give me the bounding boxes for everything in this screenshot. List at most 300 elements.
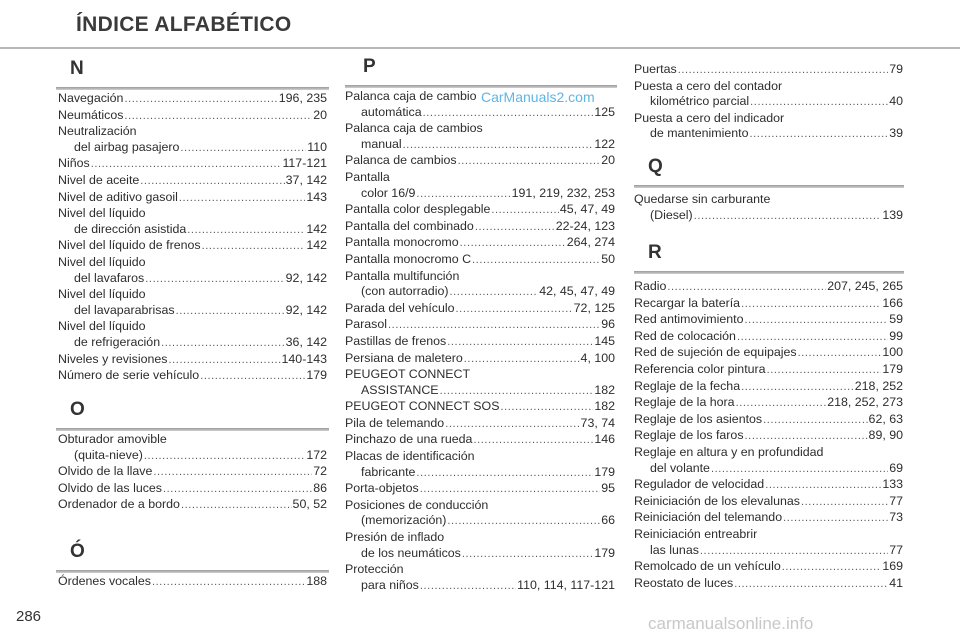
index-entry xyxy=(58,173,327,190)
index-entry-page: 92, 142 xyxy=(285,270,327,285)
index-entry-line xyxy=(58,432,327,448)
dot-leader xyxy=(144,449,305,465)
index-entry-page: 4, 100 xyxy=(580,350,615,365)
index-entry xyxy=(634,79,903,111)
index-entry-line xyxy=(634,461,903,478)
index-entry-line xyxy=(58,368,327,385)
index-entry-term: Niveles y revisiones xyxy=(58,351,168,366)
index-entry-page: 77 xyxy=(889,542,903,557)
index-entry-line xyxy=(345,498,615,514)
index-entry-line xyxy=(634,395,903,412)
section-list-o xyxy=(58,432,327,514)
index-entry-page: 264, 274 xyxy=(566,235,615,250)
index-entry-page: 179 xyxy=(882,361,903,376)
index-entry-page: 73, 74 xyxy=(580,415,615,430)
index-entry-term: (Diesel) xyxy=(650,207,693,222)
index-entry-term: del lavaparabrisas xyxy=(74,302,175,317)
index-entry-page: 191, 219, 232, 253 xyxy=(511,185,615,200)
index-entry-page: 125 xyxy=(594,104,615,119)
section-header-p xyxy=(345,58,617,88)
page-title: ÍNDICE ALFABÉTICO xyxy=(76,13,292,36)
dot-leader xyxy=(456,302,573,318)
dot-leader xyxy=(163,482,312,498)
index-entry-term: de dirección asistida xyxy=(74,221,187,236)
index-entry-line xyxy=(58,497,327,514)
index-entry-term: Pantalla del combinado xyxy=(345,218,474,233)
section-rule xyxy=(56,87,329,90)
dot-leader xyxy=(736,396,827,412)
index-entry-term: Recargar la batería xyxy=(634,295,741,310)
index-entry-term: Reostato de luces xyxy=(634,575,734,590)
index-entry xyxy=(634,445,903,477)
dot-leader xyxy=(458,154,601,170)
index-entry-term: Palanca caja de cambios xyxy=(345,121,483,136)
index-entry xyxy=(58,206,327,238)
index-entry-term: PEUGEOT CONNECT SOS xyxy=(345,399,500,414)
index-entry-page: 39 xyxy=(889,126,903,141)
dot-leader xyxy=(734,577,888,593)
index-entry-term: de mantenimiento xyxy=(650,126,749,141)
index-entry-term: Parasol xyxy=(345,317,388,332)
dot-leader xyxy=(91,157,282,173)
section-list-r xyxy=(634,279,903,592)
index-entry-term: del lavafaros xyxy=(74,270,145,285)
index-entry-page: 40 xyxy=(889,94,903,109)
index-entry-term: (con autorradio) xyxy=(361,284,449,299)
index-entry-term: Presión de inflado xyxy=(345,530,445,545)
index-entry-line xyxy=(634,510,903,527)
index-entry xyxy=(345,530,615,562)
index-entry-line xyxy=(58,271,327,288)
index-entry xyxy=(58,255,327,287)
index-entry-term: Reiniciación de los elevalunas xyxy=(634,493,800,508)
index-entry-line xyxy=(634,379,903,396)
index-entry-term: Neutralización xyxy=(58,124,137,139)
index-entry-term: Órdenes vocales xyxy=(58,574,151,588)
index-entry-term: Protección xyxy=(345,562,404,577)
index-entry xyxy=(634,559,903,576)
index-entry-term: Puesta a cero del indicador xyxy=(634,110,785,125)
index-entry-page: 73 xyxy=(889,510,903,525)
index-entry-term: Obturador amovible xyxy=(58,432,167,446)
index-entry-term: Nivel del líquido xyxy=(58,254,146,269)
index-entry-line xyxy=(345,530,615,546)
index-entry-page: 218, 252, 273 xyxy=(827,395,903,410)
header-bar xyxy=(0,0,960,47)
index-entry-page: 133 xyxy=(882,477,903,492)
dot-leader xyxy=(420,482,601,498)
section-list-q xyxy=(634,192,903,224)
index-entry-line xyxy=(634,94,903,111)
dot-leader xyxy=(388,318,600,334)
index-entry-line xyxy=(345,578,615,595)
index-entry-line xyxy=(58,173,327,190)
index-entry-term: Nivel del líquido xyxy=(58,319,146,334)
index-entry-term: Reiniciación entreabrir xyxy=(634,526,758,541)
index-entry-line xyxy=(58,108,327,125)
index-entry-page: 172 xyxy=(306,447,327,462)
index-entry-page: 42, 45, 47, 49 xyxy=(539,284,615,299)
index-entry-term: Reglaje de la hora xyxy=(634,395,735,410)
index-entry-term: Pastillas de frenos xyxy=(345,333,447,348)
dot-leader xyxy=(179,191,305,207)
index-entry-line xyxy=(58,156,327,173)
index-entry-line xyxy=(345,449,615,465)
dot-leader xyxy=(711,462,888,478)
section-rule xyxy=(345,85,617,88)
index-entry-term: Reglaje de los faros xyxy=(634,428,744,443)
index-entry-page: 72, 125 xyxy=(573,300,615,315)
index-entry-term: PEUGEOT CONNECT xyxy=(345,367,471,382)
index-entry xyxy=(634,296,903,313)
index-entry-term: Red de sujeción de equipajes xyxy=(634,345,797,360)
dot-leader xyxy=(181,498,292,514)
section-header-r xyxy=(634,244,904,274)
index-entry-page: 79 xyxy=(889,62,903,76)
index-entry-term: Radio xyxy=(634,279,667,293)
page-number: 286 xyxy=(16,608,42,625)
index-entry-line xyxy=(634,543,903,560)
dot-leader xyxy=(763,413,867,429)
index-entry-line xyxy=(58,335,327,352)
index-entry xyxy=(58,124,327,156)
index-entry-page: 92, 142 xyxy=(285,302,327,317)
index-entry-page: 41 xyxy=(889,575,903,590)
index-entry xyxy=(345,153,615,170)
index-entry xyxy=(345,367,615,399)
section-letter: Q xyxy=(648,156,663,177)
index-entry-line xyxy=(345,432,615,449)
index-entry-line xyxy=(345,301,615,318)
section-letter: Ó xyxy=(70,541,85,562)
index-entry-term: Pinchazo de una rueda xyxy=(345,432,473,447)
index-entry xyxy=(634,329,903,346)
index-entry xyxy=(634,576,903,593)
index-entry-line xyxy=(58,319,327,335)
section-letter: R xyxy=(648,242,662,263)
index-entry-term: fabricante xyxy=(361,464,416,479)
index-entry xyxy=(58,464,327,481)
dot-leader xyxy=(667,280,826,296)
index-entry-line xyxy=(345,367,615,383)
index-entry-page: 146 xyxy=(594,432,615,447)
dot-leader xyxy=(783,511,888,527)
index-entry-page: 179 xyxy=(594,464,615,479)
index-entry xyxy=(58,190,327,207)
index-entry-page: 45, 47, 49 xyxy=(559,202,615,217)
index-entry xyxy=(634,527,903,559)
index-entry-line xyxy=(58,574,327,591)
index-entry-term: Pantalla multifunción xyxy=(345,268,460,283)
index-entry-page: 110 xyxy=(307,139,327,154)
index-entry-page: 20 xyxy=(313,107,327,122)
dot-leader xyxy=(200,369,305,385)
index-entry-term: (memorización) xyxy=(361,513,447,528)
dot-leader xyxy=(447,335,593,351)
index-entry-page: 142 xyxy=(306,238,327,253)
index-entry xyxy=(345,498,615,530)
dot-leader xyxy=(765,478,881,494)
index-entry-term: Nivel del líquido xyxy=(58,206,146,221)
index-entry-line xyxy=(345,202,615,219)
index-entry-page: 142 xyxy=(306,221,327,236)
index-entry-page: 143 xyxy=(306,189,327,204)
dot-leader xyxy=(187,223,305,239)
dot-leader xyxy=(145,272,284,288)
index-entry xyxy=(634,379,903,396)
index-entry xyxy=(58,574,327,591)
index-entry-line xyxy=(634,79,903,95)
dot-leader xyxy=(464,352,580,368)
dot-leader xyxy=(416,466,593,482)
dot-leader xyxy=(124,109,312,125)
index-entry-term: Remolcado de un vehículo xyxy=(634,559,781,574)
dot-leader xyxy=(500,400,593,416)
index-entry-page: 99 xyxy=(889,328,903,343)
index-entry-line xyxy=(345,105,615,122)
index-entry xyxy=(634,477,903,494)
index-entry xyxy=(345,235,615,252)
dot-leader xyxy=(169,353,281,369)
section-letter: N xyxy=(70,58,84,79)
index-entry-line xyxy=(634,329,903,346)
index-entry-page: 182 xyxy=(594,382,615,397)
index-entry-term: Regulador de velocidad xyxy=(634,477,765,492)
index-entry-line xyxy=(634,445,903,461)
index-entry xyxy=(634,428,903,445)
section-header-o-acute xyxy=(56,543,329,573)
index-entry-term: Reiniciación del telemando xyxy=(634,510,783,525)
index-entry-page: 196, 235 xyxy=(278,91,327,105)
dot-leader xyxy=(423,106,594,122)
index-entry xyxy=(345,301,615,318)
index-entry xyxy=(345,432,615,449)
index-entry-term: del airbag pasajero xyxy=(74,139,180,154)
index-entry-page: 50, 52 xyxy=(292,497,327,512)
index-entry xyxy=(634,312,903,329)
index-entry xyxy=(58,238,327,255)
dot-leader xyxy=(745,313,889,329)
index-entry-line xyxy=(634,559,903,576)
index-entry xyxy=(345,481,615,498)
index-entry xyxy=(345,416,615,433)
index-entry xyxy=(634,362,903,379)
index-entry-term: Puesta a cero del contador xyxy=(634,78,783,93)
index-entry xyxy=(58,352,327,369)
index-entry xyxy=(345,334,615,351)
index-entry-term: ASSISTANCE xyxy=(361,382,439,397)
index-entry-line xyxy=(634,62,903,79)
index-entry-page: 22-24, 123 xyxy=(555,218,615,233)
index-entry-term: Navegación xyxy=(58,91,124,105)
index-entry-line xyxy=(634,576,903,593)
index-entry-term: de refrigeración xyxy=(74,334,161,349)
dot-leader xyxy=(449,285,538,301)
index-entry-term: Ordenador de a bordo xyxy=(58,497,180,512)
index-entry-page: 122 xyxy=(594,136,615,151)
index-entry-line xyxy=(634,126,903,143)
dot-leader xyxy=(473,433,593,449)
index-entry-page: 37, 142 xyxy=(285,172,327,187)
dot-leader xyxy=(416,187,510,203)
watermark-top: CarManuals2.com xyxy=(481,89,595,105)
index-entry-term: Nivel del líquido xyxy=(58,287,146,302)
index-entry-line xyxy=(58,352,327,369)
index-entry-term: Posiciones de conducción xyxy=(345,497,489,512)
index-entry-line xyxy=(58,222,327,239)
index-entry-line xyxy=(58,206,327,222)
section-list-p xyxy=(345,89,615,594)
index-entry-term: Pantalla monocromo xyxy=(345,235,459,250)
index-entry-term: Palanca caja de cambio xyxy=(345,89,477,103)
index-entry-line xyxy=(345,137,615,154)
index-entry-line xyxy=(634,345,903,362)
index-entry-page: 62, 63 xyxy=(868,411,903,426)
dot-leader xyxy=(445,417,579,433)
dot-leader xyxy=(462,547,593,563)
index-entry-term: Pantalla xyxy=(345,169,390,184)
index-entry-page: 72 xyxy=(313,464,327,479)
index-entry xyxy=(58,497,327,514)
index-entry-page: 69 xyxy=(889,460,903,475)
index-entry-page: 188 xyxy=(306,574,327,588)
index-entry-line xyxy=(345,399,615,416)
section-list-o-acute xyxy=(58,574,327,591)
index-entry-page: 36, 142 xyxy=(285,334,327,349)
index-entry-page: 182 xyxy=(594,399,615,414)
index-entry-page: 179 xyxy=(306,368,327,383)
index-entry xyxy=(58,91,327,108)
index-entry-line xyxy=(58,124,327,140)
index-entry-page: 169 xyxy=(882,559,903,574)
dot-leader xyxy=(472,253,600,269)
index-entry-line xyxy=(634,312,903,329)
section-rule xyxy=(634,185,904,188)
index-entry-line xyxy=(58,448,327,465)
index-entry-page: 100 xyxy=(882,345,903,360)
index-entry xyxy=(634,192,903,224)
section-list-n xyxy=(58,91,327,385)
section-letter: O xyxy=(70,399,85,420)
index-entry xyxy=(345,317,615,334)
dot-leader xyxy=(153,465,312,481)
dot-leader xyxy=(460,236,566,252)
dot-leader xyxy=(801,495,888,511)
index-entry xyxy=(345,219,615,236)
index-entry-line xyxy=(634,192,903,208)
index-entry-line xyxy=(345,481,615,498)
index-entry-page: 140-143 xyxy=(281,351,327,366)
index-entry-page: 218, 252 xyxy=(854,378,903,393)
index-entry-term: color 16/9 xyxy=(361,185,416,200)
index-entry-term: Olvido de las luces xyxy=(58,480,162,495)
index-entry-line xyxy=(345,121,615,137)
index-entry-page: 110, 114, 117-121 xyxy=(517,577,615,592)
index-entry-term: del volante xyxy=(650,460,710,475)
header-divider xyxy=(0,47,960,49)
index-entry xyxy=(58,156,327,173)
section-list-p-continued xyxy=(634,62,903,143)
index-entry-term: manual xyxy=(361,136,402,151)
index-entry-line xyxy=(345,235,615,252)
index-entry xyxy=(345,170,615,202)
index-entry-term: Red de colocación xyxy=(634,328,736,343)
dot-leader xyxy=(202,239,306,255)
index-entry-term: Quedarse sin carburante xyxy=(634,192,771,206)
index-entry-line xyxy=(345,186,615,203)
index-entry-term: Niños xyxy=(58,156,90,171)
index-entry-term: Olvido de la llave xyxy=(58,464,153,479)
index-entry-line xyxy=(58,481,327,498)
index-entry xyxy=(345,269,615,301)
index-entry xyxy=(634,510,903,527)
dot-leader xyxy=(420,579,516,595)
section-header-o xyxy=(56,401,329,431)
index-entry-line xyxy=(345,269,615,285)
dot-leader xyxy=(798,346,882,362)
section-rule xyxy=(56,570,329,573)
index-entry-line xyxy=(345,284,615,301)
index-entry xyxy=(345,449,615,481)
dot-leader xyxy=(741,380,854,396)
index-entry-page: 96 xyxy=(601,317,615,332)
index-entry xyxy=(634,395,903,412)
index-entry xyxy=(634,62,903,79)
index-entry xyxy=(634,345,903,362)
section-rule xyxy=(634,271,904,274)
index-entry xyxy=(58,287,327,319)
index-entry-term: Pantalla monocromo C xyxy=(345,251,472,266)
index-entry-term: Reglaje de la fecha xyxy=(634,378,741,393)
index-entry-term: las lunas xyxy=(650,542,699,557)
index-entry-line xyxy=(345,219,615,236)
index-entry xyxy=(345,252,615,269)
index-entry-line xyxy=(58,255,327,271)
index-entry-line xyxy=(634,428,903,445)
index-entry-line xyxy=(634,279,903,296)
index-entry-line xyxy=(345,351,615,368)
index-entry-term: Puertas xyxy=(634,62,677,76)
index-entry-term: Pantalla color desplegable xyxy=(345,202,491,217)
index-entry-line xyxy=(58,91,327,108)
dot-leader xyxy=(447,514,600,530)
index-entry xyxy=(345,399,615,416)
index-entry-line xyxy=(634,296,903,313)
index-entry-page: 89, 90 xyxy=(868,428,903,443)
index-entry-term: Persiana de maletero xyxy=(345,350,463,365)
index-entry xyxy=(345,202,615,219)
index-entry-page: 207, 245, 265 xyxy=(827,279,903,293)
index-entry-line xyxy=(634,208,903,225)
dot-leader xyxy=(440,384,594,400)
index-entry-page: 117-121 xyxy=(282,156,327,171)
index-entry-term: (quita-nieve) xyxy=(74,447,143,462)
index-entry-term: Palanca de cambios xyxy=(345,153,457,168)
section-rule xyxy=(56,428,329,431)
index-entry xyxy=(58,319,327,351)
index-entry-line xyxy=(345,546,615,563)
index-entry-line xyxy=(345,416,615,433)
index-entry-page: 50 xyxy=(601,251,615,266)
dot-leader xyxy=(745,429,868,445)
dot-leader xyxy=(180,141,306,157)
index-entry-line xyxy=(58,190,327,207)
dot-leader xyxy=(737,330,888,346)
index-entry-term: Porta-objetos xyxy=(345,481,419,496)
index-entry-line xyxy=(345,513,615,530)
section-letter: P xyxy=(363,56,376,77)
index-entry-term: Reglaje en altura y en profundidad xyxy=(634,444,824,459)
